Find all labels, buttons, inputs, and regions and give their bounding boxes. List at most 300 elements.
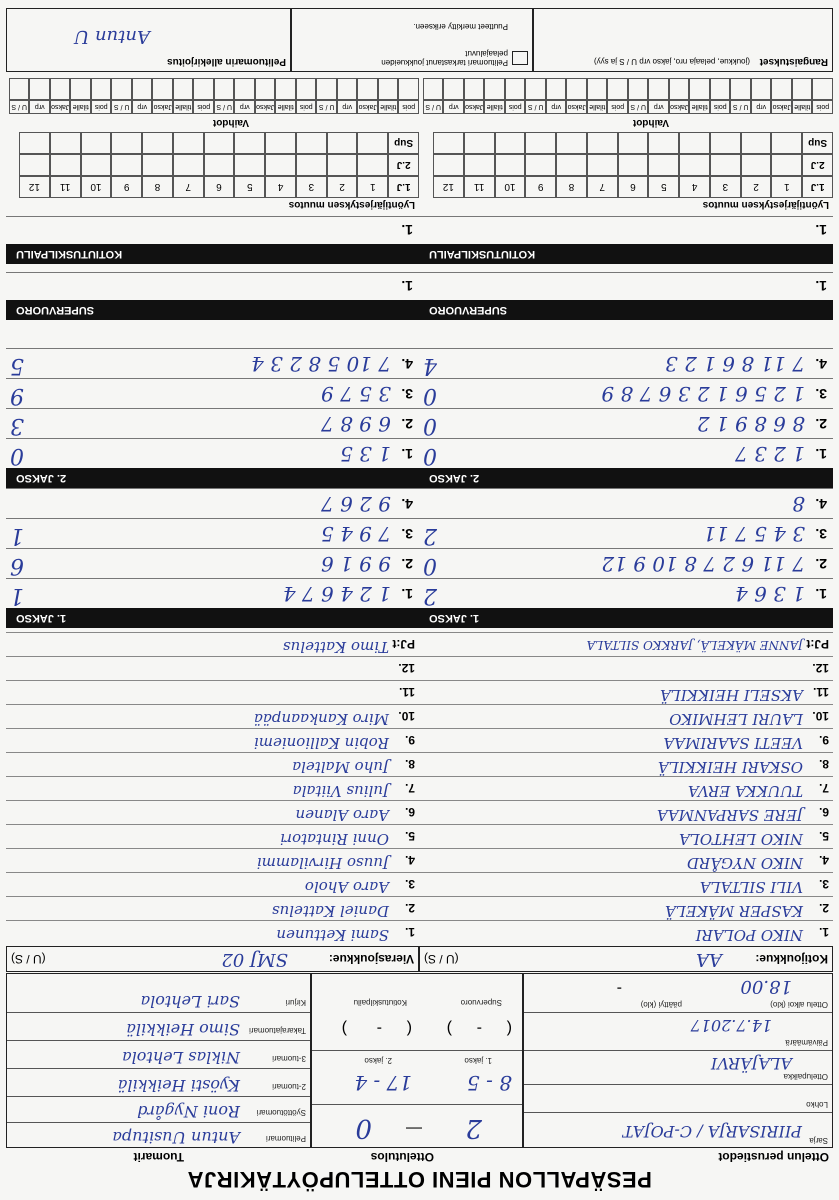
order-row-label: 2.J [388,154,419,176]
substitution-cell [628,78,649,100]
away-player-row [6,920,419,944]
player-name: Sami Kettunen [276,926,389,944]
substitution-header: Jakso [669,100,690,114]
inning-sequence: 3 4 5 7 11 [703,522,805,546]
substitution-cell [710,78,731,100]
substitution-header: Jakso [255,100,276,114]
player-name: TUUKKA ERVA [687,782,803,800]
inning-row [419,488,833,518]
order-cell [142,132,173,154]
substitution-header: tilalle [485,100,506,114]
home-kotiutus-bar: KOTIUTUSKILPAILU [419,244,833,264]
order-cell [556,154,587,176]
substitution-header: vrp [546,100,567,114]
order-cell [648,154,679,176]
period2-label: 2. jakso [364,1056,392,1065]
away-total: 0 [355,1113,372,1143]
order-cell: 4 [679,176,710,198]
inning-score: 0 [423,443,437,468]
inning-number: 4. [815,496,827,512]
substitution-header: vrp [444,100,465,114]
player-name: Daniel Kattelus [271,902,389,920]
end-value: - [616,980,622,997]
home-super-bar: SUPERVUORO [419,300,833,320]
player-name: Aaro Aholo [304,878,389,896]
order-cell [142,154,173,176]
substitution-header: tilalle [690,100,711,114]
home-player-row [419,800,833,824]
away-player-row [6,848,419,872]
kotiutus-label: Kotiutuskilpailu [353,998,407,1007]
inning-row [6,548,419,578]
player-name: VILI SILTALA [699,878,803,896]
order-cell: 12 [19,176,50,198]
substitution-cell [772,78,793,100]
player-number: 4. [818,853,829,867]
player-number: 6. [818,805,829,819]
substitution-cell [608,78,629,100]
substitution-header: vrp [132,100,153,114]
substitution-header: U / S [423,100,444,114]
end-label: päättyi (klo) [640,1000,682,1009]
order-cell: 2 [741,176,772,198]
substitution-cell [358,78,379,100]
inning-number: 3. [401,526,413,542]
substitution-header: pois [813,100,834,114]
home-player-row [419,680,833,704]
scorer-label: Kirjuri [285,998,306,1007]
away-batting-order-grid [6,132,419,198]
substitution-header: pois [710,100,731,114]
inning-row [6,408,419,438]
third-referee-label: 3-tuomari [272,1054,306,1063]
order-cell [357,132,388,154]
player-number: 1. [818,925,829,939]
basic-info-heading: Ottelun perustiedot [718,1150,829,1164]
inning-row [419,408,833,438]
substitution-cell [194,78,215,100]
substitution-cell [153,78,174,100]
substitution-header: pois [608,100,629,114]
home-team-value: AA [696,949,722,970]
order-cell [173,132,204,154]
order-cell [296,154,327,176]
inning-score: 2 [423,523,437,548]
start-value: 18.00 [740,976,792,997]
order-cell: 10 [81,176,112,198]
player-name: OSKARI HEIKKILÄ [657,758,803,776]
home-player-row [419,896,833,920]
inning-score: 1 [10,583,24,608]
substitution-header: tilalle [792,100,813,114]
home-player-row [419,728,833,752]
substitution-header: vrp [30,100,51,114]
order-cell [433,154,464,176]
inning-row [6,348,419,378]
substitution-cell [337,78,358,100]
player-name: NIKO LEHTOLA [678,830,803,848]
order-cell: 6 [204,176,235,198]
away-player-row [6,752,419,776]
order-cell [618,154,649,176]
inning-row [419,578,833,608]
inning-row [419,378,833,408]
home-period2-bar: 2. JAKSO [419,468,833,488]
order-cell [265,132,296,154]
away-period2-bar: 2. JAKSO [6,468,419,488]
substitution-cell [399,78,420,100]
substitution-header: U / S [731,100,752,114]
substitution-cell [71,78,92,100]
referees-heading: Tuomarit [133,1150,184,1164]
order-cell: 8 [142,176,173,198]
player-number: 10. [398,709,415,723]
order-cell [173,154,204,176]
order-cell [525,132,556,154]
away-player-row [6,776,419,800]
substitution-header: Jakso [464,100,485,114]
substitution-header: U / S [9,100,30,114]
player-number: 9. [404,733,415,747]
home-us-label: (U / S) [424,952,459,966]
substitution-cell [9,78,30,100]
substitution-cell [567,78,588,100]
inning-number: 1. [401,586,413,602]
home-player-row [419,656,833,680]
player-number: 4. [404,853,415,867]
order-cell: 12 [433,176,464,198]
inning-sequence: 7 9 4 5 [321,522,391,546]
order-cell [679,154,710,176]
order-cell: 9 [111,176,142,198]
substitution-header: Jakso [358,100,379,114]
substitution-cell [444,78,465,100]
home-pj-value: JANNE MÄKELÄ, JARKKO SILTALA [586,638,803,652]
away-substitutions-grid [6,76,419,114]
order-cell [204,132,235,154]
home-player-row [419,776,833,800]
player-name: NIKO NYGÅRD [686,854,803,872]
inning-number: 1. [401,446,413,462]
signature-label: Pelituomarin allekirjoitus [167,56,286,67]
substitution-header: Jakso [153,100,174,114]
inning-score: 2 [423,583,437,608]
home-pj-row [419,632,833,656]
order-cell [19,154,50,176]
order-cell: 5 [648,176,679,198]
away-batting-change-label: Lyöntijärjestyksen muutos [288,199,415,210]
substitution-header: tilalle [71,100,92,114]
inning-row [419,518,833,548]
away-player-row [6,656,419,680]
away-team-label: Vierasjoukkue: [328,952,414,966]
order-cell [587,154,618,176]
order-cell: 9 [525,176,556,198]
home-batting-order-grid [419,132,833,198]
inning-number: 4. [401,496,413,512]
inning-sequence: 9 9 1 6 [321,552,391,576]
inning-score: 0 [10,443,24,468]
order-cell [771,132,802,154]
substitution-header: U / S [317,100,338,114]
order-cell: 6 [618,176,649,198]
pitcher-referee-value: Roni Nygård [137,1102,240,1121]
away-super-bar: SUPERVUORO [6,300,419,320]
inning-number: 4. [815,356,827,372]
order-row-label: Sup [802,132,833,154]
order-cell: 10 [495,176,526,198]
third-referee-value: Niklas Lehtola [122,1048,240,1067]
pitcher-referee-label: Syöttötuomari [256,1108,306,1117]
inning-row [6,488,419,518]
player-number: 8. [818,757,829,771]
order-cell [771,154,802,176]
inning-sequence: 9 2 6 7 [321,492,391,516]
order-cell [111,154,142,176]
order-cell: 11 [464,176,495,198]
player-name: Miro Kankaanpää [253,710,389,728]
substitution-cell [173,78,194,100]
player-name: LAURI LEHMIKO [669,710,803,728]
substitution-cell [423,78,444,100]
home-total: 2 [465,1113,482,1143]
home-kotiutus-row: 1. [419,216,833,244]
home-player-row [419,752,833,776]
substitution-cell [132,78,153,100]
order-cell [81,154,112,176]
substitution-header: Jakso [567,100,588,114]
period2-score: 17 - 4 [354,1071,412,1095]
order-cell: 2 [327,176,358,198]
substitution-cell [505,78,526,100]
inning-row [419,548,833,578]
checked-checkbox[interactable] [512,51,528,65]
inning-sequence: 1 2 3 7 [735,442,805,466]
player-number: 11. [398,685,415,699]
inning-score: 0 [423,383,437,408]
order-cell [495,154,526,176]
inning-score: 5 [10,353,24,378]
player-number: 5. [404,829,415,843]
inning-row [6,378,419,408]
substitution-cell [317,78,338,100]
order-row-label: 1.J [388,176,419,198]
penalties-note: (joukkue, pelaaja nro, jakso vrp U / S ja syy) [593,57,750,66]
pj-label-away: PJ:t [392,637,415,651]
inning-score: 3 [10,413,24,438]
player-name: JERE SARPANMAA [656,806,803,824]
player-name: Onni Rintatori [280,830,389,848]
order-cell [679,132,710,154]
substitution-cell [255,78,276,100]
inning-number: 1. [815,586,827,602]
order-cell [741,154,772,176]
away-player-row [6,800,419,824]
substitution-cell [50,78,71,100]
basic-info-box [523,973,833,1148]
page-title: PESÄPALLON PIENI OTTELUPÖYTÄKIRJA [187,1167,652,1192]
substitution-header: vrp [751,100,772,114]
date-value: 14.7.2017 [690,1016,772,1035]
player-name: Juuso Hirvilammi [256,854,389,872]
inning-sequence: 8 [792,492,805,516]
order-cell: 1 [357,176,388,198]
order-cell [296,132,327,154]
player-number: 7. [404,781,415,795]
results-box: 2 — 0 8 - 5 17 - 4 1. jakso 2. jakso ( - ) ( - ) Supervuoro Kotiutuskilpailu [311,973,523,1148]
inning-sequence: 7 10 5 8 2 3 4 [251,352,391,376]
away-player-row [6,680,419,704]
player-name: NIKO POLARI [695,926,803,944]
order-cell [81,132,112,154]
inning-score: 0 [423,553,437,578]
second-referee-label: 2-tuomari [272,1082,306,1091]
home-super-row: 1. [419,272,833,300]
home-changes-label: Vaihdot [632,117,669,128]
substitution-cell [112,78,133,100]
player-number: 10. [812,709,829,723]
inning-sequence: 1 2 4 6 7 4 [282,582,391,606]
inning-score: 1 [10,523,24,548]
player-name: Robin Kallioniemi [253,734,389,752]
player-number: 1. [404,925,415,939]
order-cell [19,132,50,154]
player-number: 5. [818,829,829,843]
substitution-cell [464,78,485,100]
order-cell: 3 [710,176,741,198]
series-value: PIIRISARJA / C-POJAT [622,1122,802,1141]
period1-label: 1. jakso [464,1056,492,1065]
substitution-cell [214,78,235,100]
main-referee-label: Pelituomari [265,1134,306,1143]
player-number: 12. [398,661,415,675]
order-cell [464,132,495,154]
pj-label: PJ:t [806,637,829,651]
inning-number: 2. [815,556,827,572]
order-cell [618,132,649,154]
away-us-label: (U / S) [11,952,46,966]
substitution-header: tilalle [378,100,399,114]
order-cell: 11 [50,176,81,198]
away-player-row [6,704,419,728]
substitution-cell [792,78,813,100]
signature-value: Antun U [74,26,150,47]
away-period1-bar: 1. JAKSO [6,608,419,628]
away-changes-label: Vaihdot [212,117,249,128]
substitution-cell [485,78,506,100]
substitution-header: Jakso [772,100,793,114]
away-player-row [6,872,419,896]
inning-number: 2. [815,416,827,432]
substitution-header: tilalle [173,100,194,114]
order-cell: 1 [771,176,802,198]
home-team-label: Kotijoukkue: [755,952,828,966]
substitution-cell [30,78,51,100]
player-number: 6. [404,805,415,819]
order-cell: 5 [234,176,265,198]
inning-score: 0 [423,413,437,438]
order-cell [50,154,81,176]
substitution-header: U / S [526,100,547,114]
away-team-value: SMJ 02 [221,949,288,970]
order-row-label: 2.J [802,154,833,176]
order-cell [648,132,679,154]
order-cell [495,132,526,154]
inning-score: 4 [423,353,437,378]
order-cell [710,132,741,154]
order-cell [234,132,265,154]
substitution-cell [378,78,399,100]
inning-number: 4. [401,356,413,372]
home-player-row [419,872,833,896]
inning-sequence: 1 3 5 [340,442,391,466]
back-referee-label: Takarajatuomari [249,1026,306,1035]
check-note-2: Puutteet merkitty erikseen. [413,22,508,31]
penalties-box [533,8,833,72]
order-row-label: 1.J [802,176,833,198]
order-cell [741,132,772,154]
order-cell [50,132,81,154]
inning-number: 2. [401,556,413,572]
order-cell [265,154,296,176]
date-label: Päivämäärä [785,1038,828,1047]
inning-number: 2. [401,416,413,432]
substitution-header: pois [505,100,526,114]
inning-row [6,518,419,548]
substitution-cell [587,78,608,100]
inning-sequence: 1 3 6 4 [735,582,805,606]
player-name: AKSELI HEIKKILÄ [659,686,803,704]
order-cell: 4 [265,176,296,198]
inning-sequence: 1 2 5 6 1 2 3 6 7 8 9 [601,382,805,406]
substitution-header: U / S [112,100,133,114]
order-cell: 8 [556,176,587,198]
inning-number: 3. [815,386,827,402]
away-pj-value: Timo Kattelus [282,638,389,656]
second-referee-value: Kyösti Heikkilä [117,1076,240,1095]
substitution-cell [235,78,256,100]
player-number: 9. [818,733,829,747]
player-number: 3. [404,877,415,891]
inning-number: 3. [401,386,413,402]
order-row-label: Sup [388,132,419,154]
back-referee-value: Simo Heikkilä [126,1020,240,1039]
kotiutus-score: - [376,1020,382,1037]
substitution-header: vrp [235,100,256,114]
venue-label: Ottelupaikka [783,1072,828,1081]
penalties-label: Rangaistukset [759,56,828,67]
order-cell [556,132,587,154]
order-cell [525,154,556,176]
home-batting-change-label: Lyöntijärjestyksen muutos [702,199,829,210]
order-cell [234,154,265,176]
main-referee-value: Antun Uusitupa [112,1128,240,1147]
substitution-cell [526,78,547,100]
away-pj-row [6,632,419,656]
inning-row [6,578,419,608]
inning-row [419,348,833,378]
venue-value: ALAJÄRVI [710,1054,792,1073]
order-cell [464,154,495,176]
start-label: Ottelu alkoi (klo) [770,1000,828,1009]
player-number: 11. [812,685,829,699]
order-cell [327,154,358,176]
home-substitutions-grid [419,76,833,114]
block-label: Lohko [806,1100,828,1109]
away-kotiutus-bar: KOTIUTUSKILPAILU [6,244,419,264]
inning-sequence: 8 6 8 9 1 2 [696,412,805,436]
check-note: Pelituomari tarkastanut joukkueiden pelaajaluvut [381,49,508,67]
